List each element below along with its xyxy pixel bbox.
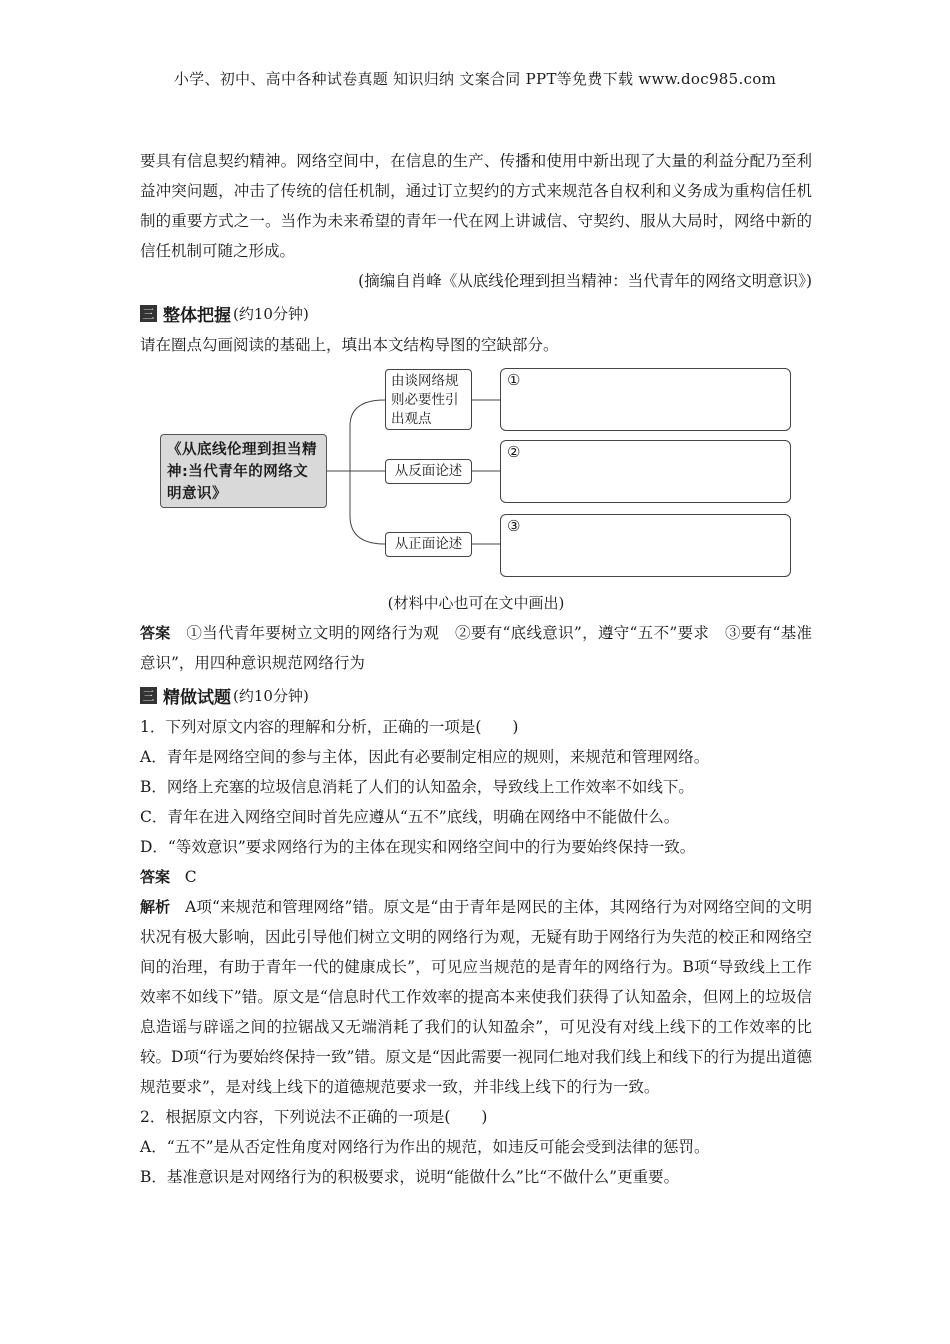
- question-1-option-c: C．青年在进入网络空间时首先应遵从“五不”底线，明确在网络中不能做什么。: [140, 808, 680, 826]
- answer-text: ①当代青年要树立文明的网络行为观 ②要有“底线意识”，遵守“五不”要求 ③要有“基准意识”，用四种意识规范网络行为: [140, 624, 812, 672]
- branch-label-3: 从正面论述: [385, 532, 472, 557]
- answer-1: [140, 618, 812, 678]
- question-2-option-a: A．“五不”是从否定性角度对网络行为作出的规范，如违反可能会受到法律的惩罚。: [140, 1138, 710, 1156]
- analysis-label: 解析: [140, 898, 171, 916]
- answer-value: C: [184, 868, 197, 886]
- section-heading-overview: [140, 298, 812, 328]
- answer-label: 答案: [140, 624, 171, 642]
- section-heading-exercises: [140, 680, 812, 710]
- branch-label-1: 由谈网络规则必要性引出观点: [385, 369, 472, 430]
- source-citation: (摘编自肖峰《从底线伦理到担当精神：当代青年的网络文明意识》): [358, 272, 812, 290]
- structure-diagram: [140, 366, 812, 588]
- blank-box-2: ②: [500, 440, 791, 503]
- section-title: 精做试题: [163, 687, 231, 708]
- document-body: [140, 146, 812, 1192]
- section-time: (约10分钟): [233, 686, 309, 705]
- question-1-answer: [140, 862, 812, 892]
- question-1-analysis: [140, 892, 812, 1102]
- section-icon: 三: [140, 305, 157, 322]
- instruction: 请在圈点勾画阅读的基础上，填出本文结构导图的空缺部分。: [140, 336, 559, 354]
- question-1-option-d: D．“等效意识”要求网络行为的主体在现实和网络空间中的行为要始终保持一致。: [140, 838, 696, 856]
- section-time: (约10分钟): [233, 304, 309, 323]
- branch-label-2: 从反面论述: [385, 459, 472, 484]
- question-2-stem: 2．根据原文内容，下列说法不正确的一项是( ): [140, 1108, 488, 1126]
- page-header: 小学、初中、高中各种试卷真题 知识归纳 文案合同 PPT等免费下载 www.doc985.com: [173, 70, 777, 88]
- question-1-option-b: B．网络上充塞的垃圾信息消耗了人们的认知盈余，导致线上工作效率不如线下。: [140, 778, 694, 796]
- section-icon: 三: [140, 687, 157, 704]
- blank-box-3: ③: [500, 514, 791, 577]
- section-title: 整体把握: [163, 305, 231, 326]
- diagram-root-box: 《从底线伦理到担当精神:当代青年的网络文明意识》: [160, 434, 327, 508]
- question-1-option-a: A．青年是网络空间的参与主体，因此有必要制定相应的规则，来规范和管理网络。: [140, 748, 710, 766]
- blank-box-1: ①: [500, 368, 791, 431]
- answer-label: 答案: [140, 868, 171, 886]
- analysis-text: A项“来规范和管理网络”错。原文是“由于青年是网民的主体，其网络行为对网络空间的文明状况有极大影响，因此引导他们树立文明的网络行为观，无疑有助于网络行为失范的校正和网络空间的治理，有助于青年一代的健康成长”，可见应当规范的是青年的网络行为。B项“导致线上工作效率不如线下”错。原文是“信息时代工作效率的提高本来使我们获得了认知盈余，但网上的垃圾信息造谣与辟谣之间的拉锯战又无端消耗了我们的认知盈余”，可见没有对线上线下的工作效率的比较。D项“行为要始终保持一致”错。原文是“因此需要一视同仁地对我们线上和线下的行为提出道德规范要求”，是对线上线下的道德规范要求一致，并非线上线下的行为一致。: [140, 898, 813, 1096]
- question-2-option-b: B．基准意识是对网络行为的积极要求，说明“能做什么”比“不做什么”更重要。: [140, 1168, 680, 1186]
- diagram-caption: (材料中心也可在文中画出): [387, 594, 565, 612]
- question-1-stem: 1．下列对原文内容的理解和分析，正确的一项是( ): [140, 718, 519, 736]
- intro-paragraph: 要具有信息契约精神。网络空间中，在信息的生产、传播和使用中新出现了大量的利益分配乃至利益冲突问题，冲击了传统的信任机制，通过订立契约的方式来规范各自权利和义务成为重构信任机制的重要方式之一。当作为未来希望的青年一代在网上讲诚信、守契约、服从大局时，网络中新的信任机制可随之形成。: [140, 152, 812, 260]
